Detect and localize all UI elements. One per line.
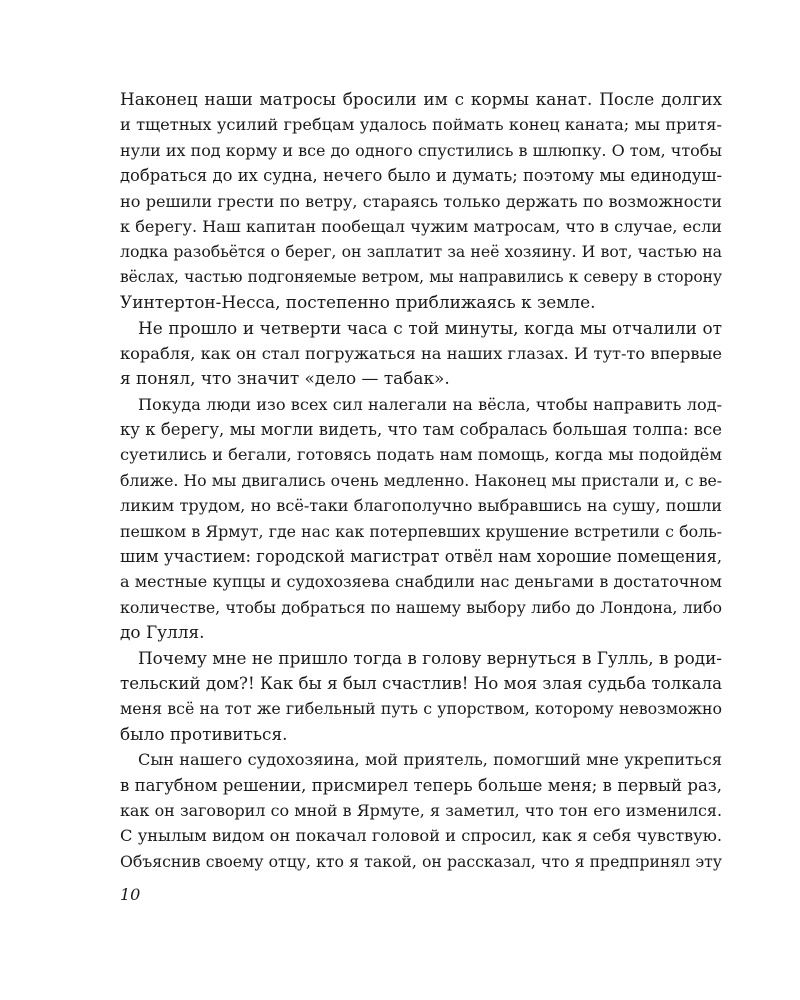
text-line: но решили грести по ветру, стараясь только держать по возможности xyxy=(120,191,722,211)
text-line: вёслах, частью подгоняемые ветром, мы направились к северу в сторону xyxy=(120,267,722,286)
page-number: 10 xyxy=(120,885,141,904)
text-line: тельский дом?! Как бы я был счастлив! Но моя злая судьба толкала xyxy=(120,673,722,693)
text-line: шим участием: городской магистрат отвёл нам хорошие помещения, xyxy=(120,547,722,567)
text-line: я понял, что значит «дело — табак». xyxy=(120,368,450,389)
text-line: к берегу. Наш капитан пообещал чужим матросам, что в случае, если xyxy=(120,216,722,236)
text-line: ку к берегу, мы могли видеть, что там собралась большая толпа: все xyxy=(120,420,722,440)
text-line: суетились и бегали, готовясь подать нам помощь, когда мы подойдём xyxy=(120,445,722,465)
text-line: пешком в Ярмут, где нас как потерпевших крушение встретили с боль- xyxy=(120,521,722,541)
text-line: ликим трудом, но всё-таки благополучно выбравшись на сушу, пошли xyxy=(120,496,722,516)
text-line: Наконец наши матросы бросили им с кормы канат. После долгих xyxy=(120,89,722,109)
text-line: Не прошло и четверти часа с той минуты, когда мы отчалили от xyxy=(138,317,722,338)
text-line: лодка разобьётся о берег, он заплатит за неё хозяину. И вот, частью на xyxy=(120,242,722,262)
text-line: С унылым видом он покачал головой и спросил, как я себя чувствую. xyxy=(120,826,722,846)
text-line: нули их под корму и все до одного спустились в шлюпку. О том, чтобы xyxy=(120,140,722,160)
text-line: корабля, как он стал погружаться на наших глазах. И тут-то впервые xyxy=(120,343,722,363)
text-line: как он заговорил со мной в Ярмуте, я заметил, что тон его изменился. xyxy=(120,800,722,820)
text-line: ближе. Но мы двигались очень медленно. Наконец мы пристали и, с ве- xyxy=(120,470,722,490)
text-line: до Гулля. xyxy=(120,622,205,643)
text-line: в пагубном решении, присмирел теперь больше меня; в первый раз, xyxy=(120,775,722,795)
text-line: меня всё на тот же гибельный путь с упорством, которому невозможно xyxy=(120,699,722,719)
text-line: Уинтертон-Несса, постепенно приближаясь к земле. xyxy=(120,292,596,313)
text-line: и тщетных усилий гребцам удалось поймать конец каната; мы притя- xyxy=(120,115,722,135)
text-line: Почему мне не пришло тогда в голову вернуться в Гулль, в роди- xyxy=(138,647,722,668)
text-line: Сын нашего судохозяина, мой приятель, помогший мне укрепиться xyxy=(138,750,722,770)
text-line: а местные купцы и судохозяева снабдили нас деньгами в достаточном xyxy=(120,572,722,592)
text-line: было противиться. xyxy=(120,723,288,744)
text-line: Покуда люди изо всех сил налегали на вёсла, чтобы направить лод- xyxy=(138,394,722,414)
body-text xyxy=(120,87,722,874)
text-line: Объяснив своему отцу, кто я такой, он рассказал, что я предпринял эту xyxy=(120,851,722,871)
text-line: добраться до их судна, нечего было и думать; поэтому мы единодуш- xyxy=(120,166,722,186)
text-line: количестве, чтобы добраться по нашему выбору либо до Лондона, либо xyxy=(120,597,722,617)
